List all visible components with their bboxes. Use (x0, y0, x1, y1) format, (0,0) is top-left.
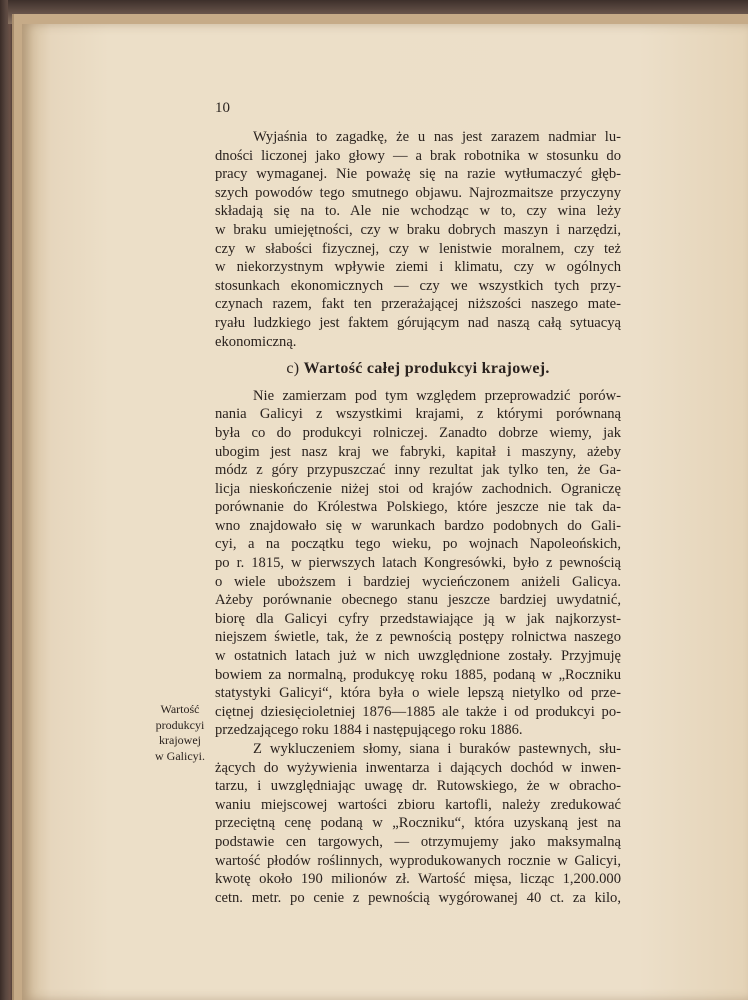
text-line: kwotę około 190 milionów zł. Wartość mięsa, licząc 1,200.000 (215, 871, 621, 888)
margin-note (150, 702, 210, 764)
text-line: w niekorzystnym wpływie ziemi i klimatu, czy w ogólnych (215, 259, 621, 276)
section-heading (215, 360, 621, 379)
text-line: biorę dla Galicyi cyfry przedstawiające ją w jak najkorzyst- (215, 610, 621, 627)
text-line: cetn. metr. po cenie z pewnością wygórowanej 40 ct. za kilo, (215, 889, 621, 906)
text-line: statystyki Galicyi“, która była o wiele lepszą nietylko od prze- (215, 685, 621, 702)
text-line: dności liczonej jako głowy — a brak robotnika w stosunku do (215, 147, 621, 164)
text-line: po r. 1815, w pierwszych latach Kongresówki, było z pewnością (215, 555, 621, 572)
text-line: wartość płodów roślinnych, wyprodukowanych rocznie w Galicyi, (215, 852, 621, 869)
text-line: módz z góry przypuszczać inny rezultat jak tylko ten, że Ga- (215, 462, 621, 479)
text-line: waniu miejscowej wartości zbioru kartofli, należy zredukować (215, 796, 621, 813)
page-number: 10 (215, 100, 230, 116)
margin-note-line: Wartość (160, 702, 200, 716)
text-line: pracy wymaganej. Nie poważę się na razie wytłumaczyć głęb- (215, 166, 621, 183)
section-heading-prefix: c) (286, 360, 300, 378)
text-line: niejszem świetle, tak, że z pewnością postępy rolnictwa naszego (215, 629, 621, 646)
text-line: stosunkach ekonomicznych — czy we wszystkich tych przy- (215, 277, 621, 294)
paragraph-2 (215, 387, 621, 740)
margin-note-line: produkcyi (155, 717, 205, 732)
text-line: cyi, a na początku tego wieku, po wojnach Napoleońskich, (215, 536, 621, 553)
text-line: ekonomiczną. (215, 333, 297, 350)
text-line: wno znajdowało się w warunkach bardzo podobnych do Gali- (215, 517, 621, 534)
text-line: składają się na to. Ale nie wchodząc w to, czy wina leży (215, 203, 621, 220)
text-line: podstawie cen targowych, — otrzymujemy jako maksymalną (215, 833, 621, 850)
text-line: przeciętną cenę podaną w „Roczniku“, która uzyskaną jest na (215, 815, 621, 832)
text-line: szych powodów tego smutnego objawu. Najrozmaitsze przyczyny (215, 184, 621, 201)
text-line: ryału ludzkiego jest faktem górującym nad naszą całą sytuacyą (215, 314, 621, 331)
text-line: czy w słabości fizycznej, czy w lenistwie moralnem, czy też (215, 240, 621, 257)
text-line: ciętnej dziesięcioletniej 1876—1885 ale także i od produkcyi po- (215, 703, 621, 720)
text-line: licja nieskończenie niżej stoi od krajów zachodnich. Ograniczę (215, 480, 621, 497)
text-line: w braku umiejętności, czy w braku dobrych maszyn i narzędzi, (215, 221, 621, 238)
text-line: w ostatnich latach już w nich uwzględnione zostały. Przyjmuję (215, 648, 621, 665)
text-line: Nie zamierzam pod tym względem przeprowadzić porów- (253, 387, 621, 404)
text-line: ubogim jest nasz kraj we fabryki, kapitał i maszyny, ażeby (215, 443, 621, 460)
text-line: przedzającego roku 1884 i następującego roku 1886. (215, 722, 523, 739)
paragraph-1 (215, 128, 621, 351)
paragraph-3 (215, 740, 621, 907)
text-line: była co do produkcyi rolniczej. Zanadto dobrze wiemy, jak (215, 424, 621, 441)
section-heading-title: Wartość całej produkcyi krajowej. (303, 360, 550, 378)
text-line: bowiem za normalną, produkcyę roku 1885, podaną w „Roczniku (215, 666, 621, 683)
text-line: Ażeby porównanie obecnego stanu jeszcze bardziej uwydatnić, (215, 592, 621, 609)
margin-note-line: krajowej (159, 733, 201, 747)
text-line: żących do wyżywienia inwentarza i dających dochód w inwen- (215, 759, 621, 776)
text-line: Z wykluczeniem słomy, siana i buraków pastewnych, słu- (253, 741, 621, 757)
body-text (215, 128, 621, 907)
text-line: tarzu, i uwzględniając uwagę dr. Rutowskiego, że w obracho- (215, 778, 621, 795)
text-line: czynach razem, fakt ten przerażającej niższości naszego mate- (215, 296, 621, 313)
text-line: porównanie do Królestwa Polskiego, które jeszcze nie tak da- (215, 499, 621, 516)
text-line: nania Galicyi z wszystkimi krajami, z którymi porównaną (215, 406, 621, 423)
margin-note-line: w Galicyi. (155, 748, 205, 763)
text-line: Wyjaśnia to zagadkę, że u nas jest zarazem nadmiar lu- (253, 129, 621, 145)
text-line: o wiele uboższem i bardziej wycieńczonem aniżeli Galicya. (215, 573, 621, 590)
